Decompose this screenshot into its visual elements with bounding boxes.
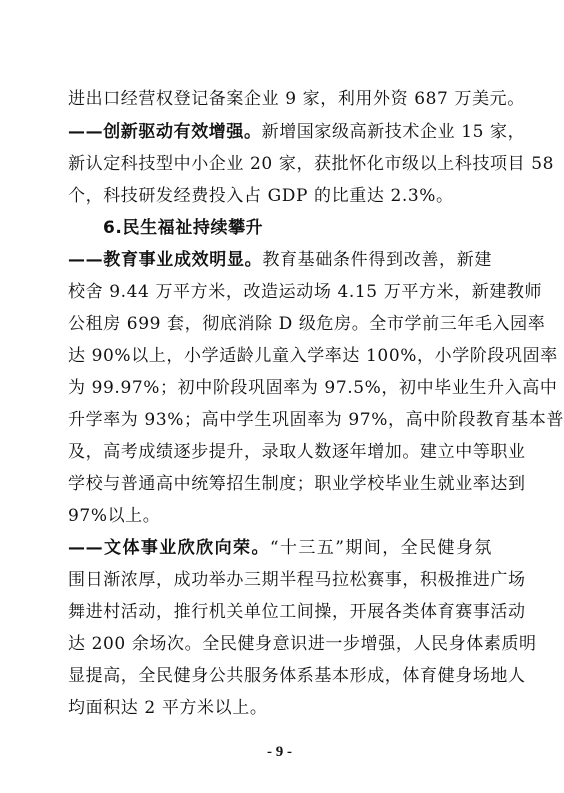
- paragraph-line: 个，科技研发经费投入占 GDP 的比重达 2.3%。: [68, 186, 454, 206]
- section-title: 6.民生福祉持续攀升: [103, 218, 264, 238]
- page-number: - 9 -: [267, 744, 292, 760]
- paragraph-text: 教育基础条件得到改善，新建: [262, 250, 492, 270]
- paragraph-line: 达 200 余场次。全民健身意识进一步增强，人民身体素质明: [68, 634, 537, 654]
- paragraph-line: 学校与普通高中统筹招生制度；职业学校毕业生就业率达到: [68, 474, 526, 494]
- education-heading: ——教育事业成效明显。: [68, 250, 263, 270]
- innovation-paragraph-first-line: [68, 122, 526, 142]
- paragraph-line: 舞进村活动，推行机关单位工间操，开展各类体育赛事活动: [68, 602, 526, 622]
- paragraph-line: 显提高，全民健身公共服务体系基本形成，体育健身场地人: [68, 666, 526, 686]
- paragraph-line: 升学率为 93%；高中学生巩固率为 97%，高中阶段教育基本普: [68, 410, 564, 430]
- paragraph-line: 达 90%以上，小学适龄儿童入学率达 100%，小学阶段巩固率: [68, 346, 558, 366]
- paragraph-line: 为 99.97%；初中阶段巩固率为 97.5%，初中毕业生升入高中: [68, 378, 558, 398]
- paragraph-line: 校舍 9.44 万平方米，改造运动场 4.15 万平方米，新建教师: [68, 282, 543, 302]
- paragraph-text: “十三五”期间，全民健身氛: [269, 538, 492, 558]
- culture-sports-paragraph-first-line: [68, 538, 492, 558]
- paragraph-text: 新增国家级高新技术企业 15 家，: [261, 122, 526, 142]
- culture-sports-heading: ——文体事业欣欣向荣。: [68, 538, 270, 558]
- paragraph-line: 围日渐浓厚，成功举办三期半程马拉松赛事，积极推进广场: [68, 570, 526, 590]
- paragraph-line: 新认定科技型中小企业 20 家，获批怀化市级以上科技项目 58: [68, 154, 555, 174]
- paragraph-line: 进出口经营权登记备案企业 9 家，利用外资 687 万美元。: [68, 89, 525, 109]
- education-paragraph-first-line: [68, 250, 492, 270]
- paragraph-line: 及，高考成绩逐步提升，录取人数逐年增加。建立中等职业: [68, 442, 526, 462]
- paragraph-line: 公租房 699 套，彻底消除 D 级危房。全市学前三年毛入园率: [68, 314, 546, 334]
- innovation-heading: ——创新驱动有效增强。: [68, 122, 262, 142]
- paragraph-line: 均面积达 2 平方米以上。: [68, 698, 268, 718]
- paragraph-line: 97%以上。: [68, 506, 161, 526]
